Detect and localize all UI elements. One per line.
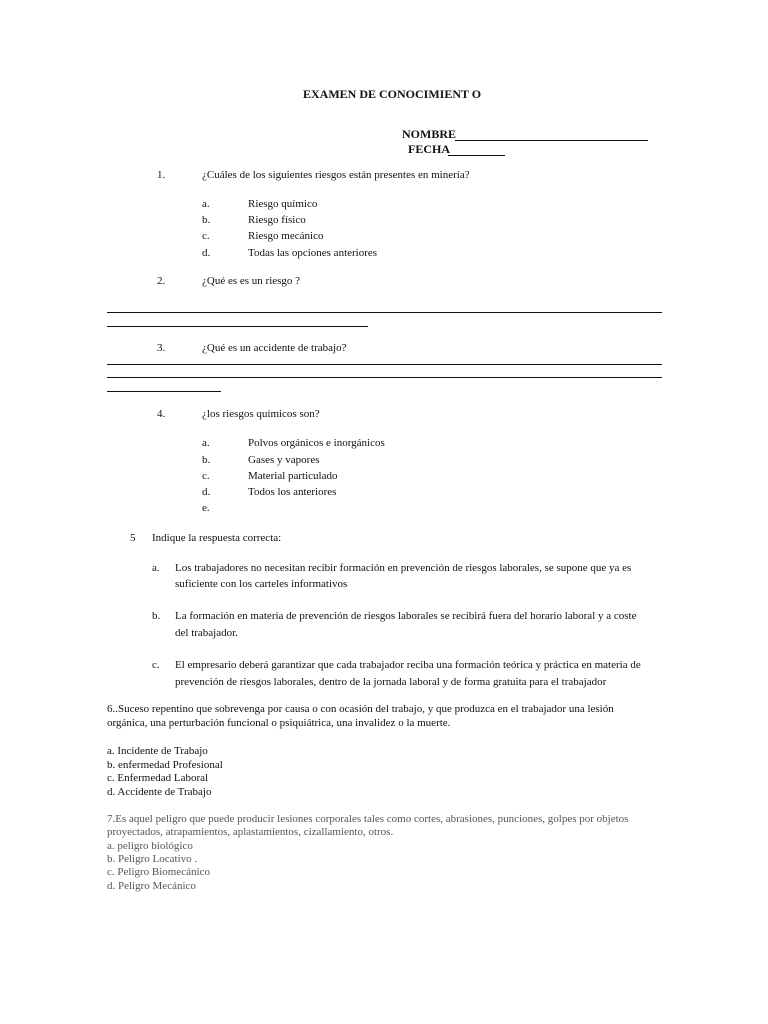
q7-option: d. Peligro Mecánico [107, 880, 196, 892]
q2-number: 2. [157, 275, 166, 287]
q5-option-line: Los trabajadores no necesitan recibir formación en prevención de riesgos laborales, se supone que ya es [175, 562, 632, 574]
answer-line[interactable] [107, 364, 662, 365]
q1-option-text: Riesgo químico [248, 198, 318, 210]
q1-text: ¿Cuáles de los siguientes riesgos están presentes en minería? [202, 169, 470, 181]
q5-number: 5 [130, 532, 136, 544]
q4-option-letter: d. [202, 486, 211, 498]
q4-option-letter: e. [202, 502, 210, 514]
q1-option-text: Riesgo mecánico [248, 230, 324, 242]
q6-line: 6..Suceso repentino que sobrevenga por causa o con ocasión del trabajo, y que produzca en el trabajador una lesión [107, 703, 614, 715]
q1-option-text: Riesgo físico [248, 214, 306, 226]
q5-option-line: prevención de riesgos laborales, dentro de la jornada laboral y de forma gratuita para el trabajador [175, 676, 607, 688]
q7-line: 7.Es aquel peligro que puede producir lesiones corporales tales como cortes, abrasiones, punciones, golpes por objetos [107, 813, 629, 825]
q6-option: c. Enfermedad Laboral [107, 772, 209, 784]
q7-line: proyectados, atrapamientos, aplastamientos, cizallamiento, otros. [107, 826, 394, 838]
q4-option-letter: c. [202, 470, 210, 482]
q1-number: 1. [157, 169, 166, 181]
q4-number: 4. [157, 408, 166, 420]
q3-number: 3. [157, 342, 166, 354]
q4-option-text: Polvos orgánicos e inorgánicos [248, 437, 385, 449]
answer-line[interactable] [107, 377, 662, 378]
nombre-label: NOMBRE [402, 127, 456, 141]
q2-text: ¿Qué es es un riesgo ? [202, 275, 301, 287]
q4-option-text: Todos los anteriores [248, 486, 337, 498]
answer-line[interactable] [107, 312, 662, 313]
q1-option-text: Todas las opciones anteriores [248, 247, 378, 259]
q1-option-letter: d. [202, 247, 211, 259]
q5-option-line: del trabajador. [175, 627, 238, 639]
q1-option-letter: b. [202, 214, 211, 226]
q4-option-letter: a. [202, 437, 210, 449]
q4-option-text: Material particulado [248, 470, 338, 482]
exam-title: EXAMEN DE CONOCIMIENT O [303, 87, 482, 101]
q5-option-line: La formación en materia de prevención de riesgos laborales se recibirá fuera del horario laboral y a coste [175, 610, 637, 622]
answer-line[interactable] [107, 326, 368, 327]
nombre-field[interactable] [455, 140, 648, 141]
q5-option-line: El empresario deberá garantizar que cada trabajador reciba una formación teórica y práctica en materia de [175, 659, 641, 671]
q1-option-letter: a. [202, 198, 210, 210]
q4-option-letter: b. [202, 454, 211, 466]
q7-option: b. Peligro Locativo . [107, 853, 198, 865]
q7-option: a. peligro biológico [107, 840, 193, 852]
q1-option-letter: c. [202, 230, 210, 242]
q7-option: c. Peligro Biomecánico [107, 866, 210, 878]
q5-option-letter: c. [152, 659, 160, 671]
q6-option: b. enfermedad Profesional [107, 759, 223, 771]
q5-option-letter: b. [152, 610, 161, 622]
q6-option: a. Incidente de Trabajo [107, 745, 208, 757]
fecha-field[interactable] [448, 155, 505, 156]
q5-text: Indique la respuesta correcta: [152, 532, 282, 544]
q4-option-text: Gases y vapores [248, 454, 320, 466]
q4-text: ¿los riesgos químicos son? [202, 408, 320, 420]
q5-option-letter: a. [152, 562, 160, 574]
q5-option-line: suficiente con los carteles informativos [175, 578, 348, 590]
q6-line: orgánica, una perturbación funcional o psiquiátrica, una invalidez o la muerte. [107, 717, 451, 729]
q3-text: ¿Qué es un accidente de trabajo? [202, 342, 347, 354]
q6-option: d. Accidente de Trabajo [107, 786, 212, 798]
fecha-label: FECHA [408, 142, 450, 156]
answer-line[interactable] [107, 391, 221, 392]
